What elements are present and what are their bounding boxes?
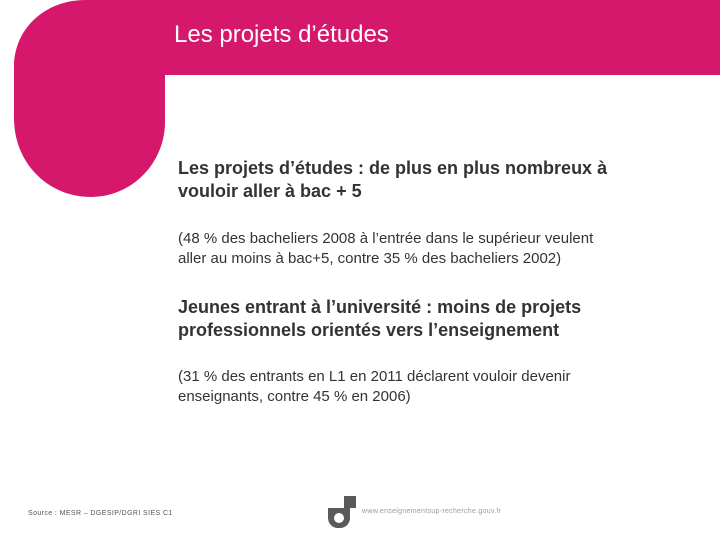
ministry-logo-icon [326, 494, 358, 528]
bullet-1-note [178, 229, 668, 269]
bullet-1-title [178, 157, 658, 203]
bullet-1-note-line-2: aller au moins à bac+5, contre 35 % des bacheliers 2002) [178, 250, 562, 267]
bullet-2-note-line-1: (31 % des entrants en L1 en 2011 déclarent vouloir devenir [178, 368, 571, 385]
bullet-2-note [178, 367, 668, 407]
slide-title: Les projets d’études [174, 21, 389, 48]
footer-source: Source : MESR – DGESIP/DGRI SIES C1 [28, 510, 173, 517]
bullet-2-title-line-2: professionnels orientés vers l’enseignement [178, 320, 560, 340]
bullet-1-title-line-1: Les projets d’études : de plus en plus nombreux à [178, 158, 608, 178]
bullet-1-note-line-1: (48 % des bacheliers 2008 à l’entrée dans le supérieur veulent [178, 230, 594, 247]
bullet-2-title [178, 296, 658, 342]
footer-url: www.enseignementsup-recherche.gouv.fr [362, 508, 502, 515]
bullet-2-note-line-2: enseignants, contre 45 % en 2006) [178, 388, 411, 405]
bullet-1-title-line-2: vouloir aller à bac + 5 [178, 181, 362, 201]
bullet-2-title-line-1: Jeunes entrant à l’université : moins de projets [178, 297, 582, 317]
